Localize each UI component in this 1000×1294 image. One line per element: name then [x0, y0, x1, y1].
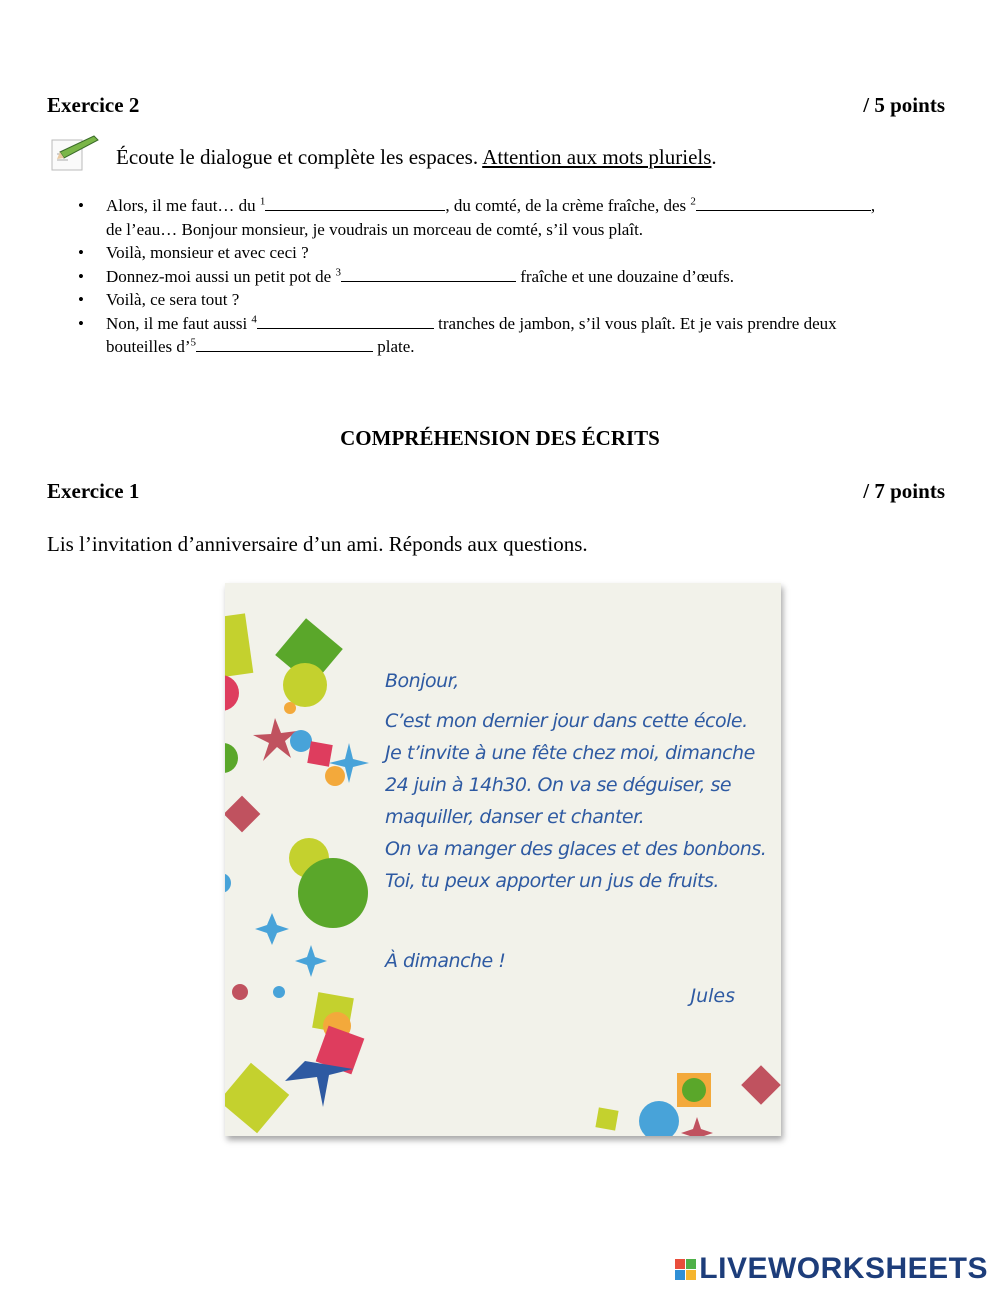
- blank-input[interactable]: [257, 314, 434, 329]
- invitation-line: À dimanche !: [385, 950, 506, 972]
- dialogue-list: [78, 194, 958, 359]
- blank-input[interactable]: [341, 267, 516, 282]
- blank-number: 4: [251, 312, 257, 325]
- list-item: • Voilà, ce sera tout ?: [78, 288, 958, 312]
- invitation-text: [385, 665, 766, 977]
- section-title: COMPRÉHENSION DES ÉCRITS: [340, 426, 660, 450]
- exercise2-instruction: [116, 145, 717, 170]
- exercise1-points: / 7 points: [863, 479, 945, 503]
- invitation-line: On va manger des glaces et des bonbons.: [385, 838, 767, 860]
- invitation-line: maquiller, danser et chanter.: [385, 806, 645, 828]
- instruction-underlined: Attention aux mots pluriels: [482, 145, 712, 169]
- blank-number: 5: [190, 336, 197, 349]
- invitation-card: [225, 583, 781, 1136]
- blank-number: 2: [690, 195, 696, 208]
- list-item: • Voilà, monsieur et avec ceci ?: [78, 241, 958, 265]
- invitation-line: Bonjour,: [385, 670, 459, 692]
- logo-badge-icon: [675, 1259, 696, 1280]
- exercise1-title: Exercice 1: [47, 479, 140, 503]
- liveworksheets-logo[interactable]: [675, 1252, 988, 1286]
- exercise2-title: Exercice 2: [47, 93, 140, 117]
- logo-text: LIVEWORKSHEETS: [699, 1252, 988, 1285]
- blank-input[interactable]: [265, 196, 445, 211]
- instruction-text: Écoute le dialogue et complète les espaces.: [116, 145, 483, 169]
- pencil-paper-icon: [50, 134, 100, 174]
- list-item: • Alors, il me faut… du $^1$ , du comté, de la crème fraîche, des $^2$ , de l’eau… Bonjour monsieur, je voudrais un morceau de comté, s’il vous plaît.: [78, 194, 958, 241]
- invitation-signature: Jules: [690, 985, 735, 1007]
- invitation-line: Je t’invite à une fête chez moi, dimanche: [385, 742, 755, 764]
- list-item: • Non, il me faut aussi $^4$ tranches de jambon, s’il vous plaît. Et je vais prendre deux bouteilles d’$^5$ plate.: [78, 312, 958, 359]
- invitation-line: 24 juin à 14h30. On va se déguiser, se: [385, 774, 732, 796]
- blank-input[interactable]: [696, 196, 871, 211]
- invitation-line: C’est mon dernier jour dans cette école.: [385, 710, 748, 732]
- exercise1-instruction: Lis l’invitation d’anniversaire d’un ami. Réponds aux questions.: [47, 532, 588, 556]
- invitation-line: Toi, tu peux apporter un jus de fruits.: [385, 870, 719, 892]
- blank-number: 1: [259, 195, 266, 208]
- blank-input[interactable]: [196, 337, 373, 352]
- list-item: • Donnez-moi aussi un petit pot de $^3$ fraîche et une douzaine d’œufs.: [78, 265, 958, 289]
- blank-number: 3: [335, 265, 341, 278]
- instruction-period: .: [711, 145, 717, 169]
- exercise2-points: / 5 points: [863, 93, 945, 117]
